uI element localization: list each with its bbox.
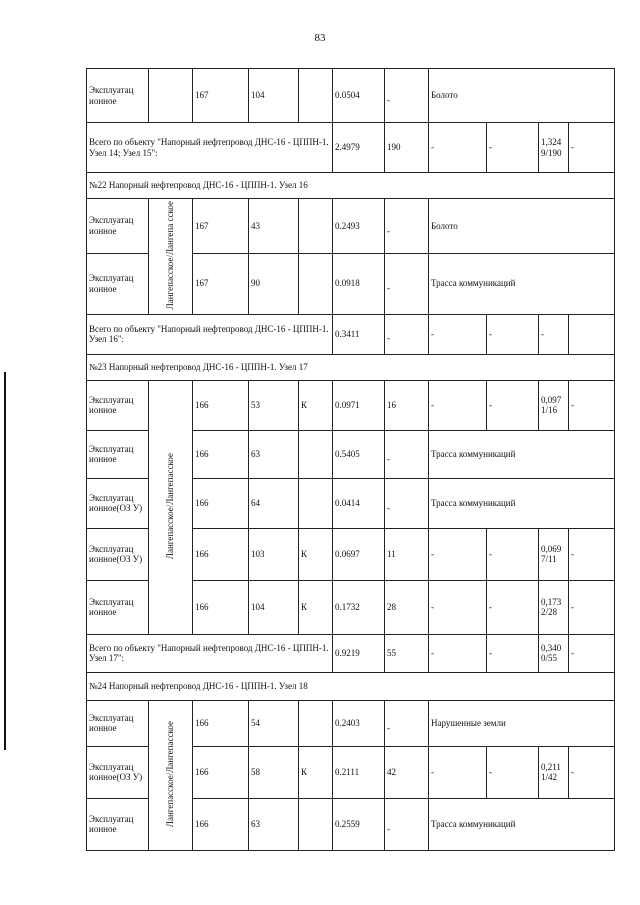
total-label: Всего по объекту "Напорный нефтепровод ДНС-16 - ЦППН-1. Узел 17": — [87, 634, 333, 672]
section-row — [87, 173, 615, 199]
plot-cell: 103 — [249, 528, 299, 580]
table-row-total — [87, 634, 615, 672]
col14-cell: - — [569, 746, 615, 798]
total-label: Всего по объекту "Напорный нефтепровод ДНС-16 - ЦППН-1. Узел 14; Узел 15": — [87, 123, 333, 173]
mark-cell: К — [299, 580, 333, 634]
col13-cell: 1,324 9/190 — [539, 123, 569, 173]
col13-cell: 0,173 2/28 — [539, 580, 569, 634]
area-cell: 0.2559 — [333, 798, 385, 850]
category-cell: Трасса коммуникаций — [429, 478, 615, 528]
quarter-cell: 167 — [193, 253, 249, 314]
count-cell: - — [385, 69, 429, 123]
table-row-total — [87, 123, 615, 173]
margin-bar — [4, 372, 6, 750]
district-cell: Лангепасское/Лангепасское — [149, 380, 193, 634]
mark-cell: К — [299, 746, 333, 798]
count-cell: - — [385, 199, 429, 254]
table-row — [87, 380, 615, 430]
plot-cell: 58 — [249, 746, 299, 798]
col13-cell: 0,069 7/11 — [539, 528, 569, 580]
land-use-cell: Эксплуатац ионное(ОЗ У) — [87, 746, 149, 798]
col14-cell: - — [569, 380, 615, 430]
quarter-cell: 167 — [193, 199, 249, 254]
area-cell: 0.0504 — [333, 69, 385, 123]
mark-cell — [299, 69, 333, 123]
area-cell: 0.2111 — [333, 746, 385, 798]
col10-cell: - — [429, 380, 487, 430]
col11-cell: - — [487, 634, 539, 672]
quarter-cell: 166 — [193, 798, 249, 850]
table-row — [87, 199, 615, 254]
section-row — [87, 672, 615, 700]
plot-cell: 64 — [249, 478, 299, 528]
table-row-total — [87, 314, 615, 354]
count-cell: - — [385, 430, 429, 478]
col14-cell: - — [569, 528, 615, 580]
col10-cell: - — [429, 746, 487, 798]
plot-cell: 63 — [249, 430, 299, 478]
col10-cell: - — [429, 634, 487, 672]
plot-cell: 63 — [249, 798, 299, 850]
count-cell: 42 — [385, 746, 429, 798]
area-cell: 0.0918 — [333, 253, 385, 314]
mark-cell — [299, 199, 333, 254]
section-row — [87, 354, 615, 380]
quarter-cell: 166 — [193, 700, 249, 746]
area-cell: 2.4979 — [333, 123, 385, 173]
col11-cell: - — [487, 123, 539, 173]
area-cell: 0.0697 — [333, 528, 385, 580]
page-number: 83 — [314, 32, 326, 44]
area-cell: 0.3411 — [333, 314, 385, 354]
count-cell: - — [385, 798, 429, 850]
area-cell: 0.9219 — [333, 634, 385, 672]
col11-cell: - — [487, 314, 539, 354]
land-use-cell: Эксплуатац ионное — [87, 199, 149, 254]
section-title: №23 Напорный нефтепровод ДНС-16 - ЦППН-1. Узел 17 — [87, 354, 615, 380]
total-label: Всего по объекту "Напорный нефтепровод ДНС-16 - ЦППН-1. Узел 16": — [87, 314, 333, 354]
mark-cell — [299, 798, 333, 850]
land-use-cell: Эксплуатац ионное — [87, 380, 149, 430]
count-cell: 28 — [385, 580, 429, 634]
district-cell: Лангепасское/Лангепасское — [149, 700, 193, 850]
area-cell: 0.1732 — [333, 580, 385, 634]
land-use-cell: Эксплуатац ионное — [87, 580, 149, 634]
table-row — [87, 700, 615, 746]
plot-cell: 53 — [249, 380, 299, 430]
area-cell: 0.5405 — [333, 430, 385, 478]
mark-cell — [299, 253, 333, 314]
land-register-table — [86, 68, 615, 851]
quarter-cell: 167 — [193, 69, 249, 123]
category-cell: Трасса коммуникаций — [429, 253, 615, 314]
col13-cell: - — [539, 314, 569, 354]
col11-cell: - — [487, 746, 539, 798]
district-cell: Лангепасское/Лангепа сское — [149, 199, 193, 315]
area-cell: 0.2493 — [333, 199, 385, 254]
count-cell: 16 — [385, 380, 429, 430]
col14-cell — [569, 314, 615, 354]
quarter-cell: 166 — [193, 746, 249, 798]
col10-cell: - — [429, 314, 487, 354]
category-cell: Трасса коммуникаций — [429, 798, 615, 850]
col10-cell: - — [429, 580, 487, 634]
area-cell: 0.2403 — [333, 700, 385, 746]
quarter-cell: 166 — [193, 528, 249, 580]
category-cell: Болото — [429, 199, 615, 254]
mark-cell: К — [299, 380, 333, 430]
area-cell: 0.0414 — [333, 478, 385, 528]
mark-cell: К — [299, 528, 333, 580]
category-cell: Нарушенные земли — [429, 700, 615, 746]
plot-cell: 104 — [249, 580, 299, 634]
plot-cell: 54 — [249, 700, 299, 746]
land-use-cell: Эксплуатац ионное — [87, 700, 149, 746]
quarter-cell: 166 — [193, 380, 249, 430]
plot-cell: 90 — [249, 253, 299, 314]
col14-cell: - — [569, 123, 615, 173]
count-cell: - — [385, 478, 429, 528]
col13-cell: 0,211 1/42 — [539, 746, 569, 798]
table-row — [87, 69, 615, 123]
count-cell: - — [385, 314, 429, 354]
land-use-cell: Эксплуатац ионное(ОЗ У) — [87, 478, 149, 528]
col11-cell: - — [487, 580, 539, 634]
plot-cell: 43 — [249, 199, 299, 254]
quarter-cell: 166 — [193, 430, 249, 478]
col11-cell: - — [487, 380, 539, 430]
land-use-cell: Эксплуатац ионное — [87, 69, 149, 123]
category-cell: Трасса коммуникаций — [429, 430, 615, 478]
area-cell: 0.0971 — [333, 380, 385, 430]
count-cell: - — [385, 253, 429, 314]
quarter-cell: 166 — [193, 580, 249, 634]
col11-cell: - — [487, 528, 539, 580]
count-cell: - — [385, 700, 429, 746]
mark-cell — [299, 430, 333, 478]
section-title: №22 Напорный нефтепровод ДНС-16 - ЦППН-1. Узел 16 — [87, 173, 615, 199]
quarter-cell: 166 — [193, 478, 249, 528]
land-use-cell: Эксплуатац ионное — [87, 798, 149, 850]
count-cell: 11 — [385, 528, 429, 580]
district-cell — [149, 69, 193, 123]
plot-cell: 104 — [249, 69, 299, 123]
section-title: №24 Напорный нефтепровод ДНС-16 - ЦППН-1. Узел 18 — [87, 672, 615, 700]
land-use-cell: Эксплуатац ионное(ОЗ У) — [87, 528, 149, 580]
col10-cell: - — [429, 528, 487, 580]
col14-cell: - — [569, 580, 615, 634]
col13-cell: 0,340 0/55 — [539, 634, 569, 672]
count-cell: 55 — [385, 634, 429, 672]
category-cell: Болото — [429, 69, 615, 123]
col10-cell: - — [429, 123, 487, 173]
land-use-cell: Эксплуатац ионное — [87, 253, 149, 314]
col14-cell: - — [569, 634, 615, 672]
mark-cell — [299, 700, 333, 746]
count-cell: 190 — [385, 123, 429, 173]
land-use-cell: Эксплуатац ионное — [87, 430, 149, 478]
col13-cell: 0,097 1/16 — [539, 380, 569, 430]
mark-cell — [299, 478, 333, 528]
